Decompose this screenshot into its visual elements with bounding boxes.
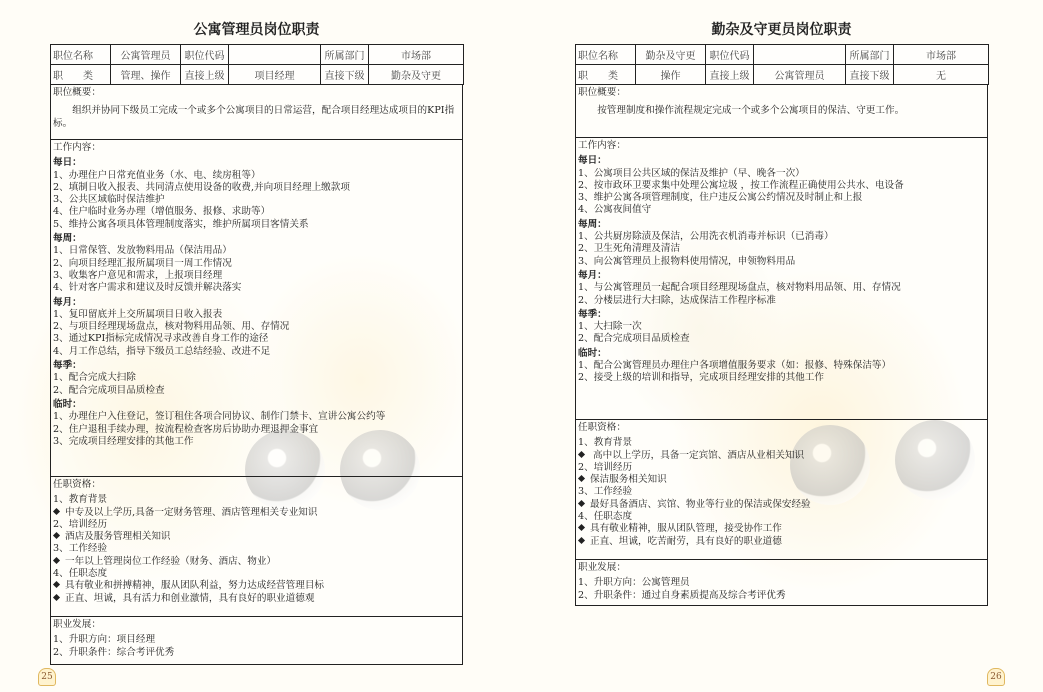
field-value: 公寓管理员: [754, 65, 846, 85]
list-item: 3、公共区域临时保洁维护: [53, 194, 165, 206]
field-value: [754, 45, 846, 65]
field-label: 直接上级: [181, 65, 229, 85]
frequency-heading: 每日：: [578, 155, 607, 167]
position-info-table: [575, 44, 989, 85]
item-text: 正直、坦诚，具有活力和创业激情，具有良好的职业道德观: [65, 592, 315, 604]
item-text: 2、培训经历: [578, 461, 633, 473]
item-text: 中专及以上学历,具备一定财务管理、酒店管理相关专业知识: [65, 506, 318, 518]
bullet-item: [53, 507, 462, 519]
info-row: [576, 65, 989, 85]
item-text: 保洁服务相关知识: [590, 474, 667, 486]
list-item: 1、升职方向：公寓管理员: [578, 577, 690, 589]
diamond-bullet-icon: [578, 500, 585, 507]
frequency-heading: 临时：: [578, 347, 607, 359]
frequency-heading: 每周：: [578, 218, 607, 230]
field-value: 无: [894, 65, 989, 85]
field-label: 所属部门: [846, 45, 894, 65]
section-caption: 工作内容：: [578, 140, 626, 151]
page-title: 勤杂及守更员岗位职责: [711, 22, 852, 38]
bullet-item: [578, 499, 987, 511]
field-label: 职 类: [576, 65, 636, 85]
frequency-heading: 每月：: [578, 269, 607, 281]
diamond-bullet-icon: [53, 508, 60, 515]
list-item: 3、收集客户意见和需求，上报项目经理: [53, 269, 223, 281]
frequency-heading: 每季：: [578, 308, 607, 320]
list-item: [53, 543, 462, 555]
list-item: [578, 511, 987, 523]
list-item: 2、住户退租手续办理，按流程检查客房后协助办理退押金事宜: [53, 423, 319, 435]
item-text: 具有敬业和拼搏精神，服从团队利益，努力达成经营管理目标: [65, 580, 325, 592]
field-value: 公寓管理员: [111, 45, 181, 65]
section-caption: 职业发展：: [53, 619, 101, 630]
career-development-section: [50, 617, 463, 665]
section-caption: 任职资格：: [53, 479, 101, 490]
page-title: 公寓管理员岗位职责: [193, 22, 320, 38]
list-item: 1、复印留底并上交所属项目日收入报表: [53, 308, 223, 320]
position-summary-section: [575, 85, 988, 138]
list-item: 2、接受上级的培训和指导，完成项目经理安排的其他工作: [578, 372, 824, 384]
section-caption: 工作内容：: [53, 142, 101, 153]
list-item: 1、升职方向：项目经理: [53, 634, 156, 646]
item-text: 3、工作经验: [578, 486, 633, 498]
field-value: 市场部: [894, 45, 989, 65]
list-item: 2、升职条件：通过自身素质提高及综合考评优秀: [578, 589, 786, 601]
list-item: [53, 519, 462, 531]
list-item: [578, 437, 987, 449]
bullet-item: [53, 531, 462, 543]
frequency-heading: 每日：: [53, 157, 82, 169]
frequency-heading: 每周：: [53, 233, 82, 245]
list-item: 2、填制日收入报表、共同清点使用设备的收费,并向项目经理上缴款项: [53, 181, 350, 193]
bullet-item: [53, 593, 462, 605]
list-item: [53, 494, 462, 506]
qualifications-section: [50, 477, 463, 617]
field-label: 职 类: [51, 65, 111, 85]
item-text: 4、任职态度: [578, 511, 633, 523]
item-text: 1、教育背景: [578, 437, 633, 449]
list-item: 2、配合完成项目品质检查: [53, 384, 165, 396]
field-label: 所属部门: [321, 45, 369, 65]
diamond-bullet-icon: [53, 532, 60, 539]
list-item: 3、通过KPI指标完成情况寻求改善自身工作的途径: [53, 333, 269, 345]
item-text: 正直、坦诚，吃苦耐劳，具有良好的职业道德: [590, 535, 782, 547]
item-text: 具有敬业精神，服从团队管理，接受协作工作: [590, 523, 782, 535]
list-item: 1、配合公寓管理员办理住户各项增值服务要求（如：报修、特殊保洁等）: [578, 360, 892, 372]
section-caption: 职位概要：: [53, 87, 101, 98]
position-summary-section: [50, 85, 463, 140]
list-item: [578, 486, 987, 498]
field-value: [229, 45, 321, 65]
list-item: 3、维护公寓各项管理制度，住户违反公寓公约情况及时制止和上报: [578, 192, 863, 204]
list-item: [578, 462, 987, 474]
list-item: 4、公寓夜间值守: [578, 204, 652, 216]
list-item: 1、公共厨房除渍及保洁，公用洗衣机消毒并标识（已消毒）: [578, 231, 834, 243]
info-row: [51, 45, 464, 65]
list-item: 1、日常保管、发放物料用品（保洁用品）: [53, 245, 232, 257]
bullet-item: [578, 450, 987, 462]
item-text: 一年以上管理岗位工作经验（财务、酒店、物业）: [65, 555, 277, 567]
list-item: 2、向项目经理汇报所属项目一周工作情况: [53, 257, 232, 269]
list-item: 2、升职条件：综合考评优秀: [53, 646, 175, 658]
diamond-bullet-icon: [578, 524, 585, 531]
field-label: 职位代码: [181, 45, 229, 65]
list-item: 2、分楼层进行大扫除，达成保洁工作程序标准: [578, 294, 776, 306]
list-item: 1、办理住户日常充值业务（水、电、续房租等）: [53, 169, 261, 181]
item-text: 3、工作经验: [53, 543, 108, 555]
field-label: 职位名称: [51, 45, 111, 65]
frequency-heading: 临时：: [53, 398, 82, 410]
position-info-table: [50, 44, 464, 85]
page-number-left: 25: [38, 668, 56, 686]
list-item: 2、配合完成项目品质检查: [578, 333, 690, 345]
field-value: 操作: [636, 65, 706, 85]
list-item: 1、大扫除一次: [578, 321, 642, 333]
list-item: 2、卫生死角清理及清洁: [578, 243, 681, 255]
item-text: 2、培训经历: [53, 518, 108, 530]
item-text: 4、任职态度: [53, 568, 108, 580]
diamond-bullet-icon: [53, 581, 60, 588]
section-caption: 职业发展：: [578, 562, 626, 573]
summary-text: 组织并协同下级员工完成一个或多个公寓项目的日常运营，配合项目经理达成项目的KPI指标。: [53, 105, 455, 129]
page-number-right: 26: [987, 668, 1005, 686]
field-label: 职位名称: [576, 45, 636, 65]
diamond-bullet-icon: [578, 451, 585, 458]
field-value: 市场部: [369, 45, 464, 65]
bullet-item: [53, 556, 462, 568]
info-row: [576, 45, 989, 65]
diamond-bullet-icon: [53, 557, 60, 564]
list-item: 4、针对客户需求和建议及时反馈并解决落实: [53, 282, 242, 294]
list-item: [53, 568, 462, 580]
summary-text: 按管理制度和操作流程规定完成一个或多个公寓项目的保洁、守更工作。: [597, 105, 905, 117]
diamond-bullet-icon: [53, 594, 60, 601]
section-caption: 职位概要：: [578, 87, 626, 98]
item-text: 最好具备酒店、宾馆、物业等行业的保洁或保安经验: [590, 498, 811, 510]
list-item: 4、住户临时业务办理（增值服务、报修、求助等）: [53, 206, 271, 218]
career-development-section: [575, 560, 988, 606]
field-value: 勤杂及守更: [369, 65, 464, 85]
work-content-section: [50, 140, 463, 477]
list-item: 2、与项目经理现场盘点，核对物料用品领、用、存情况: [53, 321, 290, 333]
field-value: 勤杂及守更: [636, 45, 706, 65]
field-label: 直接下级: [846, 65, 894, 85]
diamond-bullet-icon: [578, 475, 585, 482]
item-text: 1、教育背景: [53, 494, 108, 506]
list-item: 4、月工作总结，指导下级员工总结经验、改进不足: [53, 345, 271, 357]
frequency-heading: 每季：: [53, 360, 82, 372]
bullet-item: [578, 474, 987, 486]
list-item: 1、与公寓管理员一起配合项目经理现场盘点，核对物料用品领、用、存情况: [578, 282, 901, 294]
item-text: 酒店及服务管理相关知识: [65, 531, 171, 543]
item-text: 高中以上学历，具备一定宾馆、酒店从业相关知识: [590, 449, 805, 461]
list-item: 3、向公寓管理员上报物料使用情况，申领物料用品: [578, 255, 796, 267]
qualifications-section: [575, 420, 988, 560]
list-item: 1、公寓项目公共区域的保洁及维护（早、晚各一次）: [578, 167, 805, 179]
field-label: 职位代码: [706, 45, 754, 65]
list-item: 1、办理住户入住登记，签订租住各项合同协议、制作门禁卡、宣讲公寓公约等: [53, 411, 386, 423]
work-content-section: [575, 138, 988, 420]
frequency-heading: 每月：: [53, 296, 82, 308]
field-value: 管理、操作: [111, 65, 181, 85]
list-item: 2、按市政环卫要求集中处理公寓垃圾 ，按工作流程正确使用公共水、电设备: [578, 179, 904, 191]
diamond-bullet-icon: [578, 537, 585, 544]
field-label: 直接上级: [706, 65, 754, 85]
list-item: 3、完成项目经理安排的其他工作: [53, 435, 194, 447]
info-row: [51, 65, 464, 85]
bullet-item: [53, 580, 462, 592]
list-item: 5、维持公寓各项具体管理制度落实，维护所属项目客情关系: [53, 218, 309, 230]
section-caption: 任职资格：: [578, 422, 626, 433]
field-label: 直接下级: [321, 65, 369, 85]
field-value: 项目经理: [229, 65, 321, 85]
bullet-item: [578, 536, 987, 548]
bullet-item: [578, 523, 987, 535]
list-item: 1、配合完成大扫除: [53, 372, 136, 384]
